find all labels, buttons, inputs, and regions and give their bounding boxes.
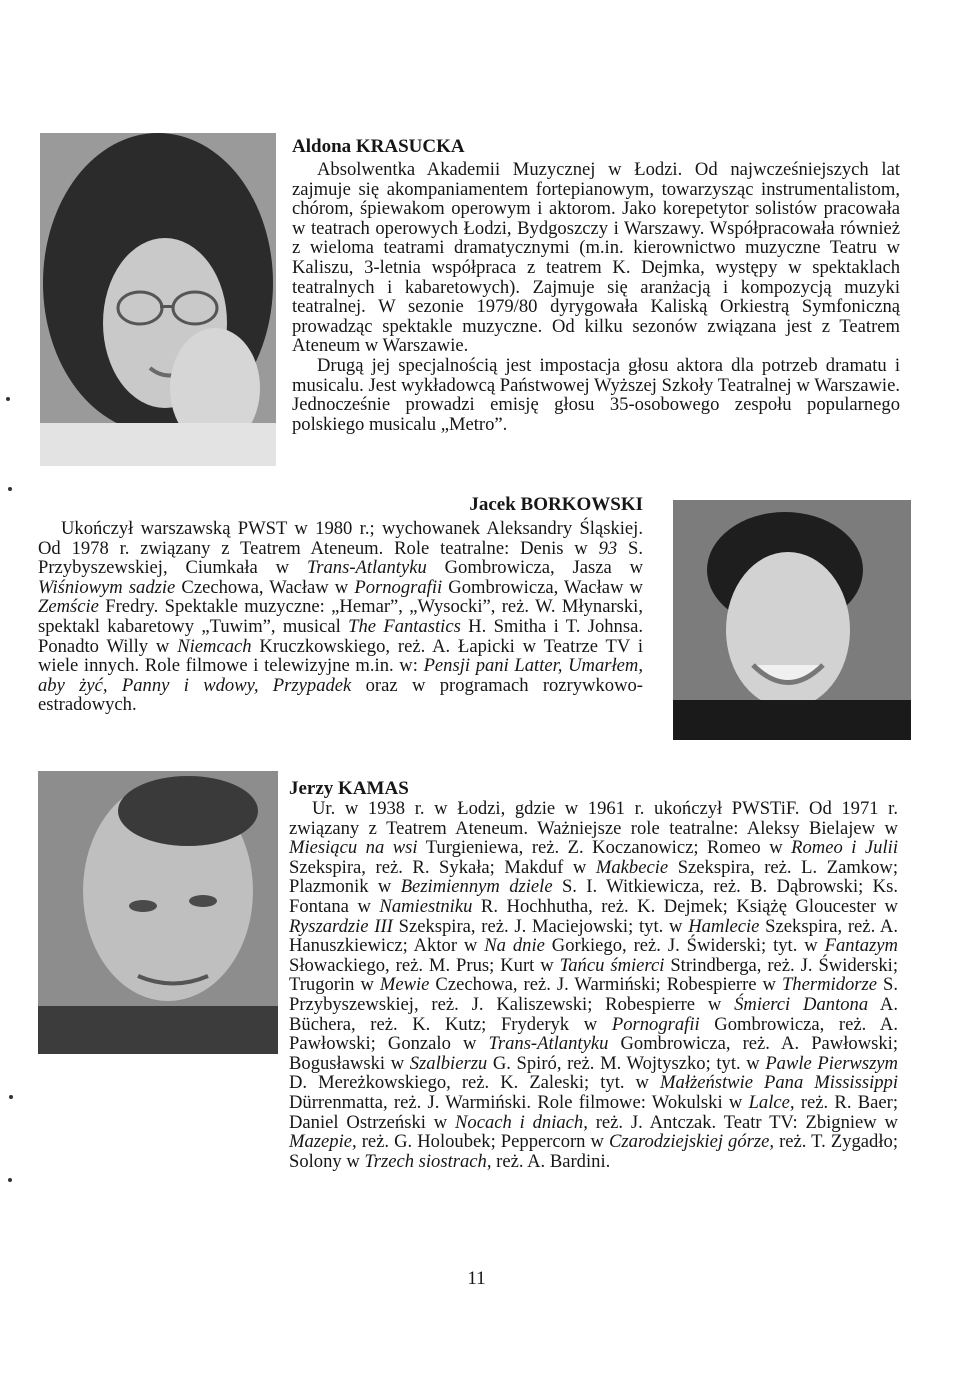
title-italic: Mazepie, [289, 1131, 357, 1153]
title-italic: Pawle Pierwszym [765, 1052, 898, 1074]
title-italic: Namiestniku [379, 895, 473, 917]
text-run: Słowackiego, reż. M. Prus; Kurt w [289, 954, 560, 976]
title-italic: Nocach i dniach, [455, 1111, 588, 1133]
text-run: Dürrenmatta, reż. J. Warmiński. Role filmowe: Wokulski w [289, 1091, 749, 1113]
text-run: G. Spiró, reż. M. Wojtyszko; tyt. w [487, 1052, 766, 1074]
title-italic: Lalce, [748, 1091, 795, 1113]
biography-paragraph: Absolwentka Akademii Muzycznej w Łodzi. Od najwcześniejszych lat zajmuje się akompaniamentem fortepianowym, towarzysząc instrumentalistom, chórom, śpiewakom operowym i aktorom. Jako korepetytor solistów pracowała w teatrach operowych Łodzi, Bydgoszczy i Warszawy. Współpracowała również z wieloma teatrami dramatycznymi (m.in. kierownictwo muzyczne Teatru w Kaliszu, 3-letnia współpraca z teatrem K. Dejmka, występy w spektaklach teatralnych i kabaretowych). Zajmuje się aranżacją i kompozycją muzyki teatralnej. W sezonie 1979/80 dyrygowała Kaliską Orkiestrą Symfoniczną prowadząc spektakle muzyczne. Od kilku sezonów związana jest z Teatrem Ateneum w Warszawie. [292, 159, 900, 357]
text-run: S. I. Witkiewicza, reż. B. Dąbrowski; Ks. Fontana w [289, 876, 898, 917]
entry-borkowski [38, 493, 643, 715]
title-italic: Tańcu śmierci [559, 954, 665, 976]
text-run: Gorkiego, reż. J. Świderski; tyt. w [544, 935, 825, 957]
text-run: Kruczkowskiego, reż. A. Łapicki w Teatrze TV i wiele innych. Role filmowe i telewizyjne m.in. w: [38, 635, 643, 677]
title-italic: Trans-Atlantyku [306, 557, 427, 579]
biography-paragraph [289, 799, 898, 1171]
text-run: oraz w programach rozrywkowo-estradowych. [38, 674, 643, 716]
text-run: S. Przybyszewskiej, Ciumkała w [38, 537, 643, 579]
text-run: Szekspira, reż. R. Sykała; Makduf w [289, 856, 596, 878]
text-run: reż. R. Baer; Daniel Ostrzeński w [289, 1091, 899, 1133]
text-run: Czechowa, reż. J. Warmiński; Robespierre w [429, 974, 782, 996]
text-run: Strindberga, reż. J. Świderski; Trugorin w [289, 954, 898, 996]
title-italic: Mewie [379, 974, 430, 996]
text-run: Ur. w 1938 r. w Łodzi, gdzie w 1961 r. ukończył PWSTiF. Od 1971 r. związany z Teatrem Ateneum. Ważniejsze role teatralne: Aleksy Bielajew w [289, 798, 898, 839]
text-run: , reż. A. Bardini. [486, 1150, 611, 1172]
title-italic: Na dnie [484, 935, 545, 957]
title-italic: Śmierci Dantona [734, 993, 869, 1015]
person-name: Aldona KRASUCKA [292, 136, 465, 157]
scan-speck [8, 1178, 12, 1182]
title-italic: Trzech siostrach [364, 1150, 487, 1172]
text-run: Czechowa, Wacław w [175, 576, 355, 598]
title-italic: Małżeństwie Pana Mississippi [660, 1072, 898, 1094]
text-run: Szekspira, reż. L. Zamkow; Plazmonik w [289, 856, 898, 898]
title-italic: Romeo i Julii [791, 837, 898, 859]
person-name: Jerzy KAMAS [289, 778, 409, 799]
title-italic: Niemcach [177, 635, 252, 657]
title-italic: Pornografii [611, 1013, 700, 1035]
text-run: Fredry. Spektakle muzyczne: „Hemar”, „Wysocki”, reż. W. Młynarski, spektakl kabaretowy „Tuwim”, musical [38, 596, 643, 637]
title-italic: 93 [598, 537, 618, 559]
title-italic: Pensji pani Latter, Umarłem, aby żyć, Panny i wdowy, Przypadek [38, 655, 644, 696]
text-run: H. Smitha i T. Johnsa. Ponadto Willy w [38, 615, 643, 657]
person-name: Jacek BORKOWSKI [469, 494, 643, 515]
title-italic: Trans-Atlantyku [488, 1033, 609, 1055]
biography-paragraph [38, 519, 643, 715]
text-run: reż. G. Holoubek; Peppercorn w [356, 1131, 610, 1153]
portrait-photo-krasucka [40, 133, 276, 466]
text-run: Gombrowicza, Jasza w [426, 557, 643, 579]
text-run: Gombrowicza, Wacław w [442, 576, 643, 598]
text-run: D. Mereżkowskiego, reż. K. Zaleski; tyt. w [289, 1072, 661, 1094]
title-italic: Wiśniowym sadzie [38, 576, 176, 598]
text-run: Szekspira, reż. A. Hanuszkiewicz; Aktor w [289, 915, 899, 957]
entry-krasucka [292, 135, 900, 434]
biography-paragraph: Drugą jej specjalnością jest impostacja głosu aktora dla potrzeb dramatu i musicalu. Jest wykładowcą Państwowej Wyższej Szkoły Teatralnej w Warszawie. Jednocześnie prowadzi emisję głosu 35-osobowego zespołu popularnego polskiego musicalu „Metro”. [292, 354, 900, 435]
scan-speck [6, 397, 10, 401]
text-run: Ukończył warszawską PWST w 1980 r.; wychowanek Aleksandry Śląskiej. Od 1978 r. związany z Teatrem Ateneum. Role teatralne: Denis w [38, 518, 643, 559]
text-run: reż. J. Antczak. Teatr TV: Zbigniew w [587, 1111, 898, 1133]
title-italic: Ryszardzie III [289, 915, 393, 937]
title-italic: Fantazym [824, 935, 898, 957]
scan-speck [9, 1095, 13, 1099]
title-italic: Zemście [38, 596, 99, 618]
title-italic: Pornografii [354, 576, 443, 598]
text-run: A. Büchera, reż. K. Kutz; Fryderyk w [289, 993, 898, 1035]
title-italic: Bezimiennym dziele [400, 876, 553, 898]
text-run: Turgieniewa, reż. Z. Koczanowicz; Romeo w [417, 837, 792, 859]
entry-kamas [289, 777, 898, 1171]
text-run: reż. T. Zygadło; Solony w [289, 1131, 898, 1172]
text-run: Gombrowicza, reż. A. Pawłowski; Bogusławski w [289, 1033, 898, 1074]
title-italic: Makbecie [595, 856, 669, 878]
title-italic: Szalbierzu [409, 1052, 488, 1074]
title-italic: Czarodziejskiej górze, [609, 1131, 775, 1153]
title-italic: The Fantastics [348, 615, 461, 637]
portrait-photo-borkowski [673, 500, 911, 740]
text-run: S. Przybyszewskiej, reż. J. Kaliszewski; Robespierre w [289, 974, 899, 1015]
title-italic: Thermidorze [781, 974, 878, 996]
page-number: 11 [467, 1268, 486, 1289]
text-run: R. Hochhutha, reż. K. Dejmek; Książę Gloucester w [472, 895, 898, 917]
title-italic: Hamlecie [688, 915, 760, 937]
scan-speck [8, 487, 12, 491]
title-italic: Miesiącu na wsi [289, 837, 418, 859]
text-run: Szekspira, reż. J. Maciejowski; tyt. w [392, 915, 689, 937]
text-run: Gombrowicza, reż. A. Pawłowski; Gonzalo w [289, 1013, 898, 1055]
portrait-photo-kamas [38, 771, 278, 1054]
